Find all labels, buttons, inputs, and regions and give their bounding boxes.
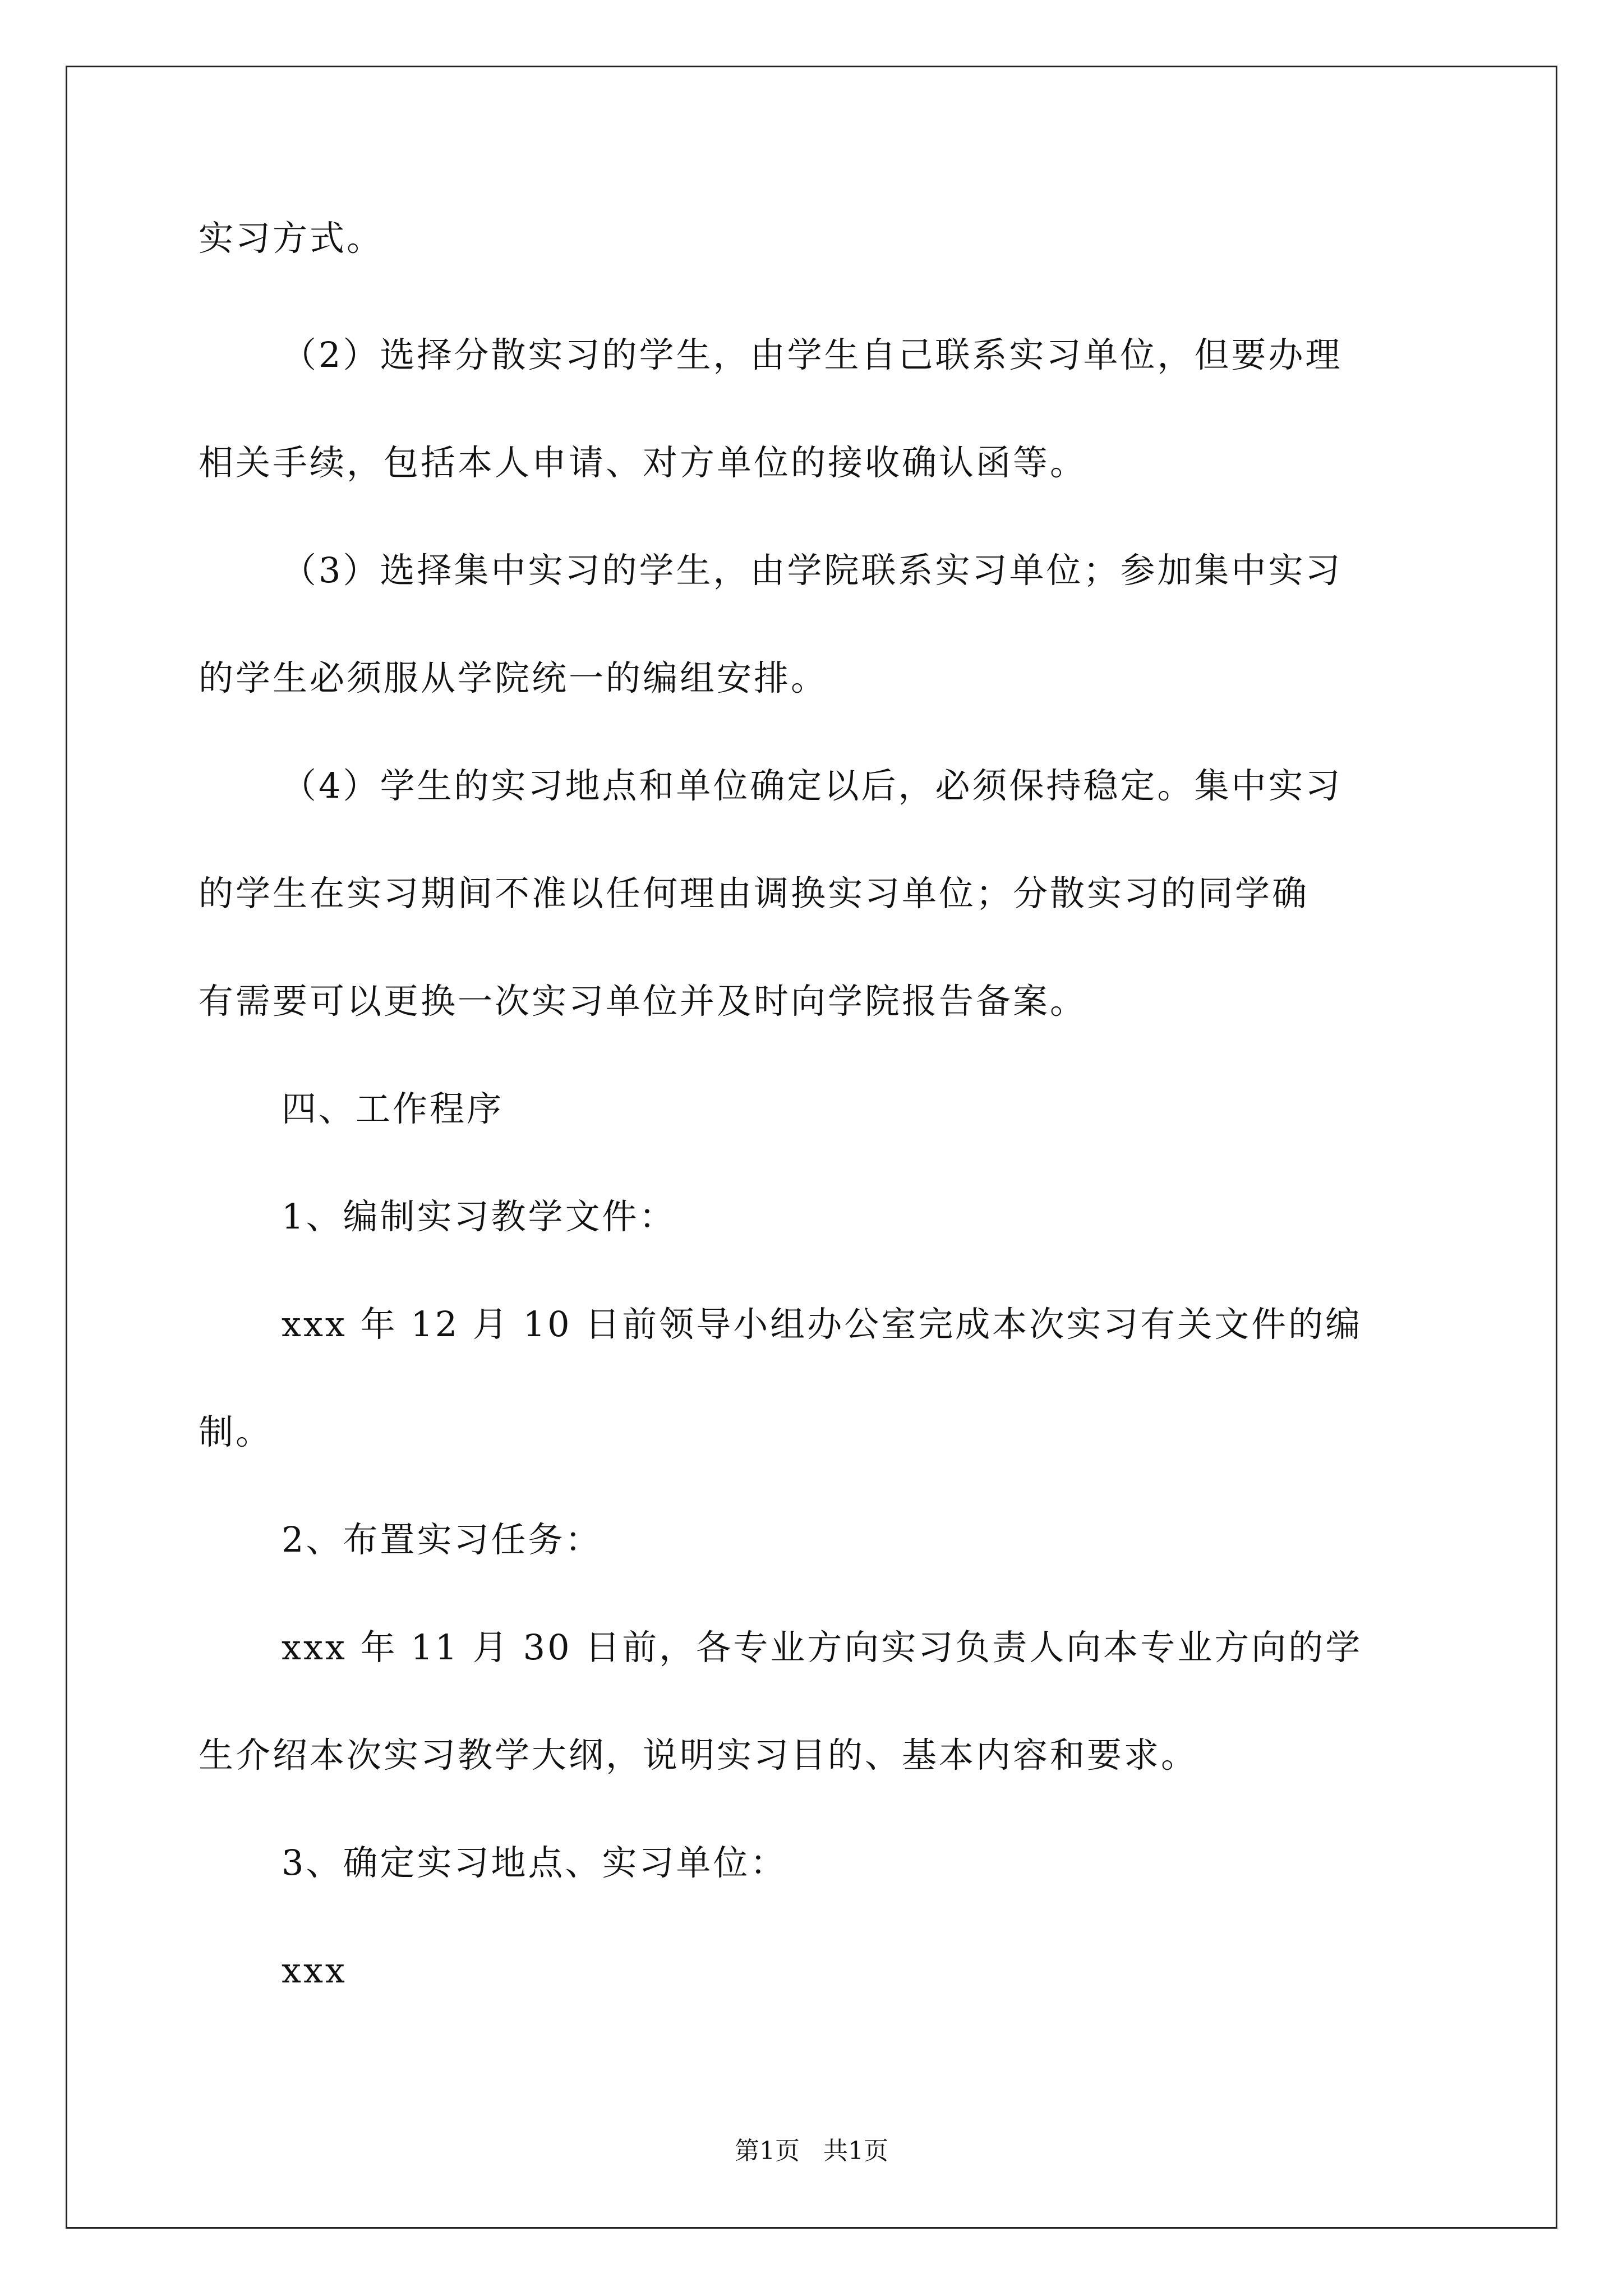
step-heading: 1、编制实习教学文件： xyxy=(282,1196,676,1237)
page-border xyxy=(66,66,1557,2229)
body-line: （4）学生的实习地点和单位确定以后，必须保持稳定。集中实习 xyxy=(282,765,1343,806)
section-heading: 四、工作程序 xyxy=(282,1088,504,1129)
body-line: 的学生必须服从学院统一的编组安排。 xyxy=(199,657,828,698)
body-line: 相关手续，包括本人申请、对方单位的接收确认函等。 xyxy=(199,442,1087,483)
body-line: 有需要可以更换一次实习单位并及时向学院报告备案。 xyxy=(199,981,1087,1022)
body-line: 的学生在实习期间不准以任何理由调换实习单位；分散实习的同学确 xyxy=(199,873,1310,914)
body-line: xxx 年 11 月 30 日前，各专业方向实习负责人向本专业方向的学 xyxy=(282,1627,1363,1668)
body-line: （2）选择分散实习的学生，由学生自己联系实习单位，但要办理 xyxy=(282,334,1343,375)
step-heading: 2、布置实习任务： xyxy=(282,1519,602,1560)
body-line: （3）选择集中实习的学生，由学院联系实习单位；参加集中实习 xyxy=(282,550,1343,591)
step-heading: 3、确定实习地点、实习单位： xyxy=(282,1842,787,1883)
page-number-footer: 第1页 共1页 xyxy=(735,2137,888,2165)
body-line: xxx 年 12 月 10 日前领导小组办公室完成本次实习有关文件的编 xyxy=(282,1304,1363,1345)
body-line: xxx xyxy=(282,1950,347,1991)
body-line: 制。 xyxy=(199,1411,273,1452)
body-line: 生介绍本次实习教学大纲，说明实习目的、基本内容和要求。 xyxy=(199,1734,1198,1775)
body-line: 实习方式。 xyxy=(199,218,384,259)
